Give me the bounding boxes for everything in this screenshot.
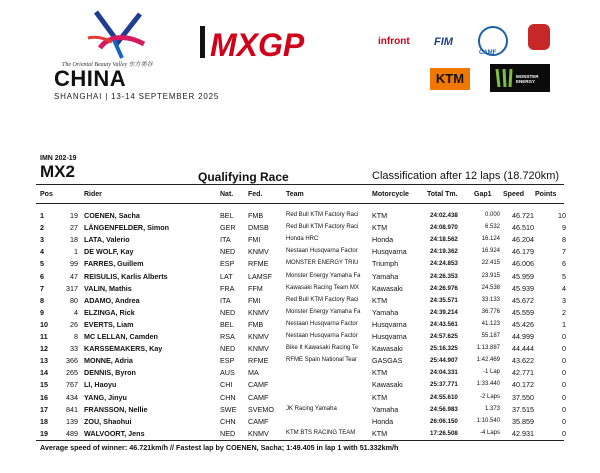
event-location-date: SHANGHAI | 13-14 SEPTEMBER 2025 bbox=[54, 92, 220, 101]
cell-rider: VALIN, Mathis bbox=[84, 283, 132, 293]
cell-moto: Husqvarna bbox=[372, 247, 407, 257]
cell-num: 19 bbox=[70, 211, 78, 220]
cell-moto: Kawasaki bbox=[372, 344, 403, 354]
table-row bbox=[0, 392, 600, 403]
cell-rider: LATA, Valerio bbox=[84, 235, 130, 245]
race-summary: Average speed of winner: 46.721km/h // Fastest lap by COENEN, Sacha; 1:49.405 in lap 1 with 51.332km/h bbox=[40, 443, 399, 452]
cell-gap: -1 Lap bbox=[482, 369, 500, 376]
cell-moto: Triumph bbox=[372, 259, 399, 269]
cell-moto: KTM bbox=[372, 211, 388, 220]
cell-gap: 41.123 bbox=[481, 320, 500, 327]
table-row bbox=[0, 222, 600, 233]
cell-fed: FMI bbox=[248, 235, 261, 245]
cell-speed: 45.426 bbox=[512, 319, 534, 329]
cell-speed: 37.550 bbox=[512, 392, 534, 402]
cell-speed: 43.622 bbox=[512, 356, 534, 366]
cell-moto: KTM bbox=[372, 368, 388, 378]
cell-moto: Honda bbox=[372, 416, 394, 426]
cell-pts: 9 bbox=[562, 223, 566, 233]
cell-rider: FRANSSON, Nellie bbox=[84, 404, 148, 414]
cell-fed: CAMF bbox=[248, 380, 269, 390]
cell-nat: GER bbox=[220, 223, 236, 233]
cell-pts: 4 bbox=[562, 283, 566, 293]
cell-nat: ITA bbox=[220, 295, 231, 305]
cell-pts: 7 bbox=[562, 247, 566, 257]
monster-energy-logo bbox=[490, 64, 550, 92]
cell-pts: 3 bbox=[562, 295, 566, 305]
cell-team: Monster Energy Yamaha Fa bbox=[286, 272, 361, 279]
cell-moto: Yamaha bbox=[372, 271, 399, 281]
cell-speed: 46.721 bbox=[512, 211, 534, 220]
cell-pts: 0 bbox=[562, 404, 566, 414]
cell-rider: ADAMO, Andrea bbox=[84, 295, 140, 305]
class-label: MX2 bbox=[40, 162, 75, 181]
infront-logo: infront bbox=[378, 36, 410, 47]
monster-energy-label: MONSTER ENERGY bbox=[516, 74, 539, 84]
cell-pos: 12 bbox=[40, 344, 48, 354]
document-code: IMN 202-19 bbox=[40, 155, 77, 162]
col-team: Team bbox=[286, 191, 304, 198]
cell-fed: FMI bbox=[248, 295, 261, 305]
cell-moto: GASGAS bbox=[372, 356, 403, 366]
cell-moto: Kawasaki bbox=[372, 380, 403, 390]
cell-nat: CHN bbox=[220, 392, 236, 402]
cell-total: 25:37.771 bbox=[430, 381, 458, 389]
cell-speed: 46.179 bbox=[512, 247, 534, 257]
cell-pos: 8 bbox=[40, 295, 44, 305]
table-row bbox=[0, 428, 600, 439]
table-row bbox=[0, 379, 600, 390]
cell-num: 33 bbox=[70, 344, 78, 354]
cell-gap: 16.124 bbox=[481, 236, 500, 243]
cell-total: 24:04.331 bbox=[430, 369, 458, 377]
cell-gap: 33.133 bbox=[481, 296, 500, 303]
cell-moto: Husqvarna bbox=[372, 332, 407, 341]
cell-num: 366 bbox=[66, 356, 78, 366]
cell-team: Nestaan Husqvarna Factor bbox=[286, 333, 358, 339]
table-row bbox=[0, 210, 600, 221]
cell-moto: KTM bbox=[372, 428, 388, 438]
cell-pos: 13 bbox=[40, 356, 48, 366]
cell-total: 24:18.562 bbox=[430, 236, 458, 244]
cell-pos: 16 bbox=[40, 392, 48, 402]
svg-text:The Oriental Beauty Valley 东方美: The Oriental Beauty Valley 东方美谷 bbox=[62, 62, 153, 68]
cell-fed: KNMV bbox=[248, 344, 269, 354]
cell-num: 317 bbox=[66, 283, 78, 293]
cell-speed: 45.672 bbox=[512, 295, 534, 305]
table-row bbox=[0, 319, 600, 330]
cell-gap: 55.187 bbox=[481, 333, 500, 339]
session-title: Qualifying Race bbox=[198, 170, 289, 184]
fim-logo: FIM bbox=[434, 36, 453, 48]
cell-num: 80 bbox=[70, 295, 78, 305]
cell-pts: 0 bbox=[562, 416, 566, 426]
camf-label: CAMF bbox=[479, 50, 497, 56]
cell-nat: RSA bbox=[220, 332, 235, 341]
cell-speed: 42.771 bbox=[512, 368, 534, 378]
cell-pos: 19 bbox=[40, 428, 48, 438]
cell-moto: Honda bbox=[372, 235, 394, 245]
cell-moto: Yamaha bbox=[372, 404, 399, 414]
cell-fed: CAMF bbox=[248, 392, 269, 402]
cell-fed: KNMV bbox=[248, 307, 269, 317]
cell-fed: FFM bbox=[248, 283, 263, 293]
cell-gap: -2 Laps bbox=[479, 393, 500, 400]
cell-num: 139 bbox=[66, 416, 78, 426]
cell-nat: ESP bbox=[220, 356, 235, 366]
cell-fed: FMB bbox=[248, 319, 264, 329]
cell-total: 25:16.325 bbox=[430, 345, 458, 353]
table-row bbox=[0, 307, 600, 318]
cell-moto: KTM bbox=[372, 295, 388, 305]
cell-team: Bike It Kawasaki Racing Te bbox=[286, 345, 359, 352]
cell-pos: 4 bbox=[40, 247, 44, 257]
cell-rider: ZOU, Shaohui bbox=[84, 416, 132, 426]
classification-subtitle: Classification after 12 laps (18.720km) bbox=[372, 170, 560, 182]
cell-fed: KNMV bbox=[248, 428, 269, 438]
cell-nat: LAT bbox=[220, 271, 233, 281]
cell-num: 841 bbox=[66, 404, 78, 414]
table-row bbox=[0, 343, 600, 354]
cell-speed: 37.515 bbox=[512, 404, 534, 414]
cell-team: JK Racing Yamaha bbox=[286, 405, 337, 412]
cell-fed: KNMV bbox=[248, 332, 269, 341]
cell-gap: 36.776 bbox=[481, 308, 500, 315]
cell-nat: CHI bbox=[220, 380, 233, 390]
cell-gap: 23.915 bbox=[481, 272, 500, 279]
cell-team: Red Bull KTM Factory Raci bbox=[286, 224, 359, 231]
cell-total: 24:02.438 bbox=[430, 212, 458, 219]
col-total-time: Total Tm. bbox=[427, 191, 458, 198]
cell-rider: DENNIS, Byron bbox=[84, 368, 136, 378]
table-row bbox=[0, 416, 600, 427]
cell-gap: 1:13.887 bbox=[476, 345, 500, 352]
cell-nat: NED bbox=[220, 428, 236, 438]
cell-rider: LI, Haoyu bbox=[84, 380, 117, 390]
cell-nat: AUS bbox=[220, 368, 235, 378]
cell-fed: MA bbox=[248, 368, 259, 378]
cell-total: 24:24.853 bbox=[430, 260, 458, 268]
cell-rider: COENEN, Sacha bbox=[84, 211, 140, 220]
oriental-beauty-valley-logo bbox=[48, 8, 198, 70]
cell-gap: 6.532 bbox=[484, 224, 500, 231]
header-rule-bottom bbox=[36, 203, 564, 204]
col-nat: Nat. bbox=[220, 191, 234, 198]
cell-pts: 0 bbox=[562, 344, 566, 354]
footer-rule bbox=[36, 440, 564, 441]
cell-team: Red Bull KTM Factory Raci bbox=[286, 212, 359, 218]
cell-pos: 2 bbox=[40, 223, 44, 233]
cell-pts: 1 bbox=[562, 319, 566, 329]
cell-num: 27 bbox=[70, 223, 78, 233]
cell-num: 1 bbox=[74, 247, 78, 257]
cell-fed: SVEMO bbox=[248, 404, 274, 414]
cell-pos: 1 bbox=[40, 211, 44, 220]
cell-moto: KTM bbox=[372, 392, 388, 402]
cell-fed: FMB bbox=[248, 211, 264, 220]
cell-gap: 22.415 bbox=[481, 260, 500, 267]
table-row bbox=[0, 234, 600, 245]
col-fed: Fed. bbox=[248, 191, 263, 198]
cell-pos: 7 bbox=[40, 283, 44, 293]
table-row bbox=[0, 367, 600, 378]
cell-num: 26 bbox=[70, 319, 78, 329]
col-rider: Rider bbox=[84, 191, 102, 198]
cell-speed: 46.006 bbox=[512, 259, 534, 269]
cell-team: Nestaan Husqvarna Factor bbox=[286, 248, 358, 255]
cell-fed: LAMSF bbox=[248, 271, 272, 281]
cell-speed: 45.959 bbox=[512, 271, 534, 281]
col-gap: Gap1 bbox=[474, 191, 492, 198]
cell-fed: CAMF bbox=[248, 416, 269, 426]
cell-pos: 11 bbox=[40, 332, 48, 341]
cell-pts: 0 bbox=[562, 392, 566, 402]
cell-pts: 0 bbox=[562, 356, 566, 366]
cell-num: 4 bbox=[74, 307, 78, 317]
cell-num: 99 bbox=[70, 259, 78, 269]
cell-speed: 40.172 bbox=[512, 380, 534, 390]
cell-speed: 42.931 bbox=[512, 428, 534, 438]
cell-gap: 0.000 bbox=[484, 212, 500, 218]
cell-rider: MC LELLAN, Camden bbox=[84, 332, 158, 341]
cell-nat: BEL bbox=[220, 319, 234, 329]
cell-rider: KARSSEMAKERS, Kay bbox=[84, 344, 163, 354]
cell-speed: 44.444 bbox=[512, 344, 534, 354]
header-rule-top bbox=[36, 184, 564, 185]
cell-gap: -4 Laps bbox=[479, 429, 500, 436]
cell-gap: 24.538 bbox=[481, 284, 500, 291]
cell-num: 47 bbox=[70, 271, 78, 281]
cell-pts: 0 bbox=[562, 380, 566, 390]
cell-pos: 15 bbox=[40, 380, 48, 390]
cell-rider: YANG, Jinyu bbox=[84, 392, 127, 402]
cell-speed: 46.510 bbox=[512, 223, 534, 233]
cell-total: 24:26.353 bbox=[430, 272, 458, 280]
cell-total: 25:44.907 bbox=[430, 357, 458, 365]
cell-pts: 10 bbox=[558, 211, 566, 220]
cell-pts: 6 bbox=[562, 259, 566, 269]
cell-team: Kawasaki Racing Team MX bbox=[286, 284, 359, 291]
cell-gap: 1:42.469 bbox=[476, 357, 500, 364]
cell-rider: WALVOORT, Jens bbox=[84, 428, 145, 438]
cell-total: 24:56.983 bbox=[430, 405, 458, 413]
cell-num: 265 bbox=[66, 368, 78, 378]
cell-nat: FRA bbox=[220, 283, 235, 293]
cell-pos: 5 bbox=[40, 259, 44, 269]
cell-team: KTM BTS RACING TEAM bbox=[286, 429, 356, 436]
cell-pos: 17 bbox=[40, 404, 48, 414]
cell-team: RFME Spain National Tear bbox=[286, 357, 357, 364]
cell-gap: 16.924 bbox=[481, 248, 500, 255]
cell-pos: 9 bbox=[40, 307, 44, 317]
cell-num: 18 bbox=[70, 235, 78, 245]
col-pos: Pos bbox=[40, 191, 53, 198]
cell-rider: LÄNGENFELDER, Simon bbox=[84, 223, 170, 233]
cell-speed: 35.859 bbox=[512, 416, 534, 426]
cell-pos: 18 bbox=[40, 416, 48, 426]
cell-pos: 10 bbox=[40, 319, 48, 329]
event-header bbox=[0, 0, 600, 110]
cell-rider: EVERTS, Liam bbox=[84, 319, 134, 329]
col-points: Points bbox=[535, 191, 557, 198]
cell-num: 767 bbox=[66, 380, 78, 390]
cell-num: 434 bbox=[66, 392, 78, 402]
cell-total: 24:57.625 bbox=[430, 333, 458, 340]
cell-nat: ITA bbox=[220, 235, 231, 245]
cell-moto: Yamaha bbox=[372, 307, 399, 317]
cell-pts: 2 bbox=[562, 307, 566, 317]
event-country: CHINA bbox=[54, 66, 127, 91]
cell-total: 24:19.362 bbox=[430, 248, 458, 256]
cell-total: 24:35.571 bbox=[430, 296, 458, 304]
cell-team: Honda HRC bbox=[286, 236, 319, 243]
cell-nat: SWE bbox=[220, 404, 237, 414]
monster-claw-icon bbox=[493, 67, 517, 89]
cell-total: 24:39.214 bbox=[430, 308, 458, 316]
cell-pts: 0 bbox=[562, 428, 566, 438]
cell-nat: NED bbox=[220, 307, 236, 317]
table-row bbox=[0, 404, 600, 415]
cell-speed: 45.559 bbox=[512, 307, 534, 317]
cell-nat: CHN bbox=[220, 416, 236, 426]
cell-moto: KTM bbox=[372, 223, 388, 233]
cell-team: Monster Energy Yamaha Fa bbox=[286, 308, 361, 315]
cell-pos: 3 bbox=[40, 235, 44, 245]
cell-team: Nestaan Husqvarna Factor bbox=[286, 320, 358, 327]
table-row bbox=[0, 258, 600, 269]
cell-rider: MONNE, Adria bbox=[84, 356, 133, 366]
cell-team: MONSTER ENERGY TRIU bbox=[286, 260, 359, 267]
cell-pts: 0 bbox=[562, 332, 566, 341]
svg-text:MXGP: MXGP bbox=[210, 27, 305, 63]
cell-fed: RFME bbox=[248, 259, 269, 269]
cell-rider: ELZINGA, Rick bbox=[84, 307, 135, 317]
cell-fed: RFME bbox=[248, 356, 269, 366]
cell-nat: BEL bbox=[220, 211, 234, 220]
cell-rider: DE WOLF, Kay bbox=[84, 247, 134, 257]
cell-speed: 44.999 bbox=[512, 332, 534, 341]
cell-pts: 0 bbox=[562, 368, 566, 378]
cell-gap: 1:10.540 bbox=[476, 417, 500, 424]
table-row bbox=[0, 246, 600, 257]
cell-pos: 6 bbox=[40, 271, 44, 281]
table-row bbox=[0, 355, 600, 366]
cell-team: Red Bull KTM Factory Raci bbox=[286, 296, 359, 303]
cell-num: 489 bbox=[66, 428, 78, 438]
cell-total: 24:26.976 bbox=[430, 284, 458, 292]
cell-total: 17:26.508 bbox=[430, 429, 458, 437]
cell-total: 24:55.610 bbox=[430, 393, 458, 401]
cell-rider: REISULIS, Karlis Alberts bbox=[84, 271, 168, 281]
table-row bbox=[0, 283, 600, 294]
cell-total: 26:06.150 bbox=[430, 417, 458, 425]
cell-nat: NED bbox=[220, 344, 236, 354]
cell-rider: FARRES, Guillem bbox=[84, 259, 144, 269]
cell-fed: DMSB bbox=[248, 223, 269, 233]
cell-pts: 5 bbox=[562, 271, 566, 281]
table-row bbox=[0, 271, 600, 282]
cell-nat: ESP bbox=[220, 259, 235, 269]
cell-gap: 1.373 bbox=[484, 405, 500, 412]
cell-moto: Kawasaki bbox=[372, 283, 403, 293]
cell-speed: 45.939 bbox=[512, 283, 534, 293]
cell-pos: 14 bbox=[40, 368, 48, 378]
cell-num: 8 bbox=[74, 332, 78, 341]
table-row bbox=[0, 295, 600, 306]
cell-fed: KNMV bbox=[248, 247, 269, 257]
cell-total: 24:08.970 bbox=[430, 224, 458, 232]
cell-total: 24:43.561 bbox=[430, 320, 458, 328]
cell-moto: Husqvarna bbox=[372, 319, 407, 329]
cell-nat: NED bbox=[220, 247, 236, 257]
chinese-logo-icon bbox=[528, 24, 550, 50]
col-speed: Speed bbox=[503, 191, 525, 198]
mxgp-logo bbox=[198, 20, 328, 64]
ktm-logo: KTM bbox=[430, 68, 470, 90]
table-row bbox=[0, 331, 600, 342]
col-motorcycle: Motorcycle bbox=[372, 191, 409, 198]
cell-pts: 8 bbox=[562, 235, 566, 245]
cell-speed: 46.204 bbox=[512, 235, 534, 245]
cell-gap: 1:33.440 bbox=[476, 381, 500, 388]
